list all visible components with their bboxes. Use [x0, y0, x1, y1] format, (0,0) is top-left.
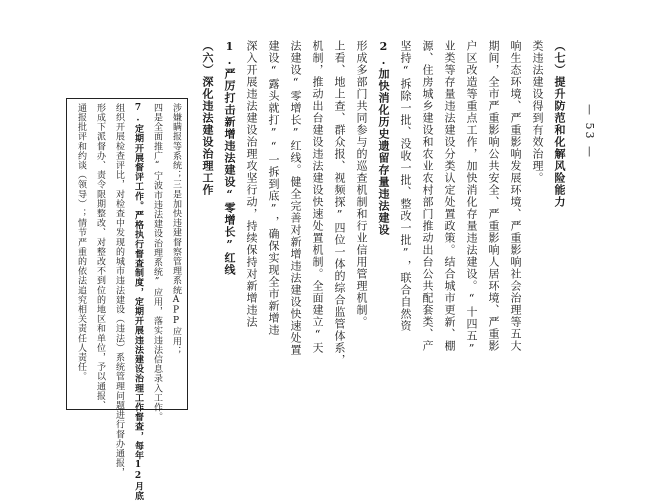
supervision-textbox — [66, 98, 188, 501]
section-heading: （六）深化违法建设治理工作 — [201, 40, 214, 196]
body-line: 形成多部门共同参与的巡查机制和行业信用管理机制。 — [355, 40, 368, 328]
body-line: 坚持“拆除一批、没收一批、整改一批”，联合自然资 — [399, 40, 412, 332]
box-line: 组织开展检查评比，对检查中发现的城市违法建设（违法）系统管理问题进行督办通报， — [114, 103, 124, 478]
body-line: 期间，全市严重影响公共安全、严重影响人居环境、严重影 — [487, 40, 500, 352]
box-line: 形成下派督办、责令限期整改、对整改不到位的地区和单位，予以通报、 — [95, 103, 105, 411]
box-line: 涉嫌瞒报等系统；三是加快违建督察管理系统APP应用； — [171, 103, 181, 356]
page-number: — 53 — — [583, 104, 596, 159]
rotated-document-page — [40, 40, 610, 501]
box-line: 四是全面推广“宁波市违法建设治理系统”应用，落实违法信息录入工作。 — [152, 103, 162, 422]
body-line: 响生态环境、严重影响发展环境、严重影响社会治理等五大 — [509, 40, 522, 352]
body-line: 深入开展违法建设治理攻坚行动，持续保持对新增违法 — [245, 40, 258, 328]
subheading: 2.加快消化历史遗留存量违法建设 — [377, 40, 390, 236]
body-line: 机制，推动出台建设违法建设快速处置机制。全面建立“天 — [311, 40, 324, 354]
subheading: 1.严厉打击新增违法建设“零增长”红线 — [223, 40, 236, 276]
body-line: 上看、地上查、群众报、视频探”四位一体的综合监管体系， — [333, 40, 346, 366]
body-line: 法建设“零增长”红线。健全完善对新增违法建设快速处置 — [289, 40, 302, 356]
body-line: 源、住房城乡建设和农业农村部门推动出台公共配套类、产 — [421, 40, 434, 352]
body-line: 户区改造等重点工作，加快消化存量违法建设。“十四五” — [465, 40, 478, 356]
body-line: 类违法建设得到有效治理。 — [531, 40, 544, 184]
section-heading: （七）提升防范和化解风险能力 — [553, 40, 566, 208]
box-line: 7.定期开展督评工作。严格执行督查制度，定期开展违法建设治理工作督查，每年12月底 — [133, 103, 143, 501]
body-line: 业类等存量违法建设分类认定处置政策。结合城市更新、棚 — [443, 40, 456, 352]
box-line: 通报批评和约谈（领导）；情节严重的依法追究相关责任人责任。 — [76, 103, 86, 382]
body-line: 建设“露头就打”“一拆到底”，确保实现全市新增违 — [267, 40, 280, 336]
